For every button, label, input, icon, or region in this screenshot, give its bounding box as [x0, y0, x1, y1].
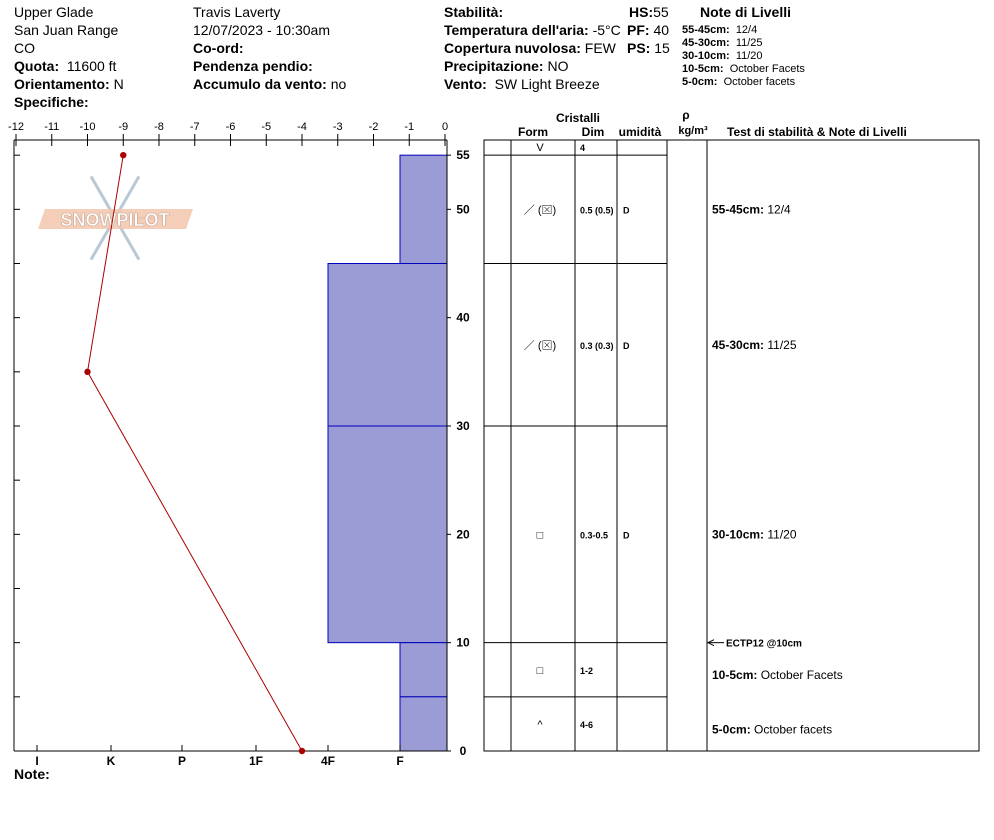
grain-size: 1-2 — [580, 665, 594, 676]
crystals-header: Cristalli — [555, 111, 601, 125]
state: CO — [14, 40, 35, 56]
temp-tick-label: -6 — [225, 121, 236, 133]
wind-loading-label: Accumulo da vento: — [193, 76, 327, 92]
layer-note-text: October Facets — [723, 63, 805, 75]
cloud-value: FEW — [584, 40, 616, 56]
height-tick-label: 10 — [456, 635, 470, 650]
hardness-label: 1F — [248, 754, 264, 768]
temp-tick-label: -12 — [8, 121, 24, 133]
layer-note-text: October facets — [717, 76, 796, 88]
temp-tick-label: -9 — [118, 121, 129, 133]
specifics-label: Specifiche: — [14, 94, 89, 110]
layer-annotation — [712, 527, 797, 541]
grain-size: 0.3-0.5 — [580, 530, 609, 541]
stability-test-result: ECTP12 @10cm — [726, 638, 802, 650]
precip-value: NO — [547, 58, 569, 74]
aspect-label: Orientamento: — [14, 76, 110, 92]
air-temp-value: -5°C — [592, 22, 621, 38]
observer-name: Travis Laverty — [193, 4, 281, 20]
ps-label: PS: — [627, 40, 651, 56]
temp-tick-label: -11 — [44, 121, 60, 133]
layer-annotation-range: 30-10cm: — [712, 527, 768, 542]
temperature-point — [299, 748, 305, 754]
table-frame — [484, 140, 979, 751]
hardness-layer — [328, 426, 447, 643]
stability-notes-header: Test di stabilità & Note di Livelli — [727, 125, 907, 139]
hardness-label: P — [177, 754, 187, 768]
wind-label: Vento: — [444, 76, 487, 92]
wind-loading-value: no — [330, 76, 347, 92]
aspect-value: N — [113, 76, 124, 92]
profile-plot — [8, 121, 470, 768]
elevation-value: 11600 ft — [66, 58, 117, 74]
height-tick-label: 50 — [456, 202, 470, 217]
observation-datetime: 12/07/2023 - 10:30am — [193, 22, 330, 38]
hardness-label: K — [106, 754, 116, 768]
hardness-layer — [400, 643, 447, 697]
temp-tick-label: -5 — [261, 121, 272, 133]
temp-tick-label: -2 — [368, 121, 379, 133]
density-symbol: ρ — [682, 108, 690, 122]
layer-annotation-range: 5-0cm: — [712, 722, 755, 737]
temp-tick-label: -8 — [154, 121, 164, 133]
pf-value: 40 — [653, 22, 670, 38]
layer-note-range: 5-0cm: — [682, 76, 718, 88]
hs-value: 55 — [653, 4, 669, 20]
layer-annotation-range: 10-5cm: — [712, 668, 761, 683]
coords-label: Co-ord: — [193, 40, 244, 56]
size-header: Dim — [581, 125, 605, 139]
ps-value: 15 — [654, 40, 670, 56]
temperature-point — [120, 152, 126, 158]
temperature-line — [88, 155, 303, 751]
grain-moisture: D — [623, 340, 630, 351]
height-tick-label: 0 — [459, 744, 467, 758]
layer-note-range: 55-45cm: — [682, 24, 730, 36]
slope-label: Pendenza pendio: — [193, 58, 313, 74]
grain-form: ^ — [537, 718, 543, 731]
grain-size: 0.5 (0.5) — [580, 205, 614, 216]
layer-note-text: 11/20 — [729, 50, 763, 62]
layer-annotation-range: 55-45cm: — [712, 202, 768, 217]
temp-tick-label: -10 — [79, 121, 96, 133]
layer-annotation — [712, 722, 832, 736]
precip-label: Precipitazione: — [444, 58, 544, 74]
location: Upper Glade — [14, 4, 94, 20]
layer-note-text: 12/4 — [729, 24, 758, 36]
layer-annotation-text: 12/4 — [767, 202, 791, 217]
layer-annotation — [712, 338, 797, 352]
grain-size: 4-6 — [580, 719, 594, 730]
grain-form: □ — [536, 664, 544, 677]
layer-note-text: 11/25 — [729, 37, 763, 49]
layer-annotation-text: October facets — [754, 722, 833, 737]
layer-annotation — [712, 668, 843, 682]
layer-annotation-text: 11/25 — [767, 337, 797, 352]
height-tick-label: 55 — [456, 148, 470, 163]
grain-form: V — [536, 142, 544, 154]
hs-label: HS: — [629, 4, 654, 20]
layer-annotation — [712, 202, 791, 216]
layer-table — [484, 108, 979, 751]
hardness-layer — [400, 697, 447, 751]
layer-note-range: 30-10cm: — [682, 50, 730, 62]
layer-annotation-text: October Facets — [760, 668, 843, 683]
height-tick-label: 20 — [456, 527, 470, 542]
density-unit: kg/m³ — [678, 125, 708, 137]
wind-value: SW Light Breeze — [494, 76, 600, 92]
layer-notes-title: Note di Livelli — [700, 4, 792, 20]
note-label: Note: — [14, 766, 50, 782]
snowpilot-logo — [38, 176, 193, 259]
grain-moisture: D — [623, 530, 630, 541]
grain-moisture: D — [623, 205, 630, 216]
cloud-label: Copertura nuvolosa: — [444, 40, 581, 56]
temp-tick-label: -1 — [404, 121, 415, 133]
grain-form: ／ (⊠) — [523, 204, 557, 217]
hardness-label: I — [35, 754, 39, 768]
grain-form: □ — [536, 529, 544, 542]
temp-tick-label: 0 — [441, 121, 449, 133]
range: San Juan Range — [14, 22, 119, 38]
form-header: Form — [518, 125, 548, 139]
footer-note — [14, 765, 50, 783]
logo-text: SNOWPILOT — [60, 210, 170, 230]
moisture-header: umidità — [618, 125, 662, 139]
pf-label: PF: — [627, 22, 650, 38]
hardness-label: 4F — [320, 754, 336, 768]
layer-note-range: 10-5cm: — [682, 63, 724, 75]
temperature-point — [84, 369, 90, 375]
layer-annotation-range: 45-30cm: — [712, 337, 768, 352]
grain-form: ／ (⊠) — [523, 339, 557, 352]
air-temp-label: Temperatura dell'aria: — [444, 22, 589, 38]
stability-label: Stabilità: — [444, 4, 504, 20]
temp-tick-label: -4 — [297, 121, 307, 133]
temp-tick-label: -7 — [189, 121, 200, 133]
grain-size: 4 — [580, 143, 586, 153]
temp-tick-label: -3 — [332, 121, 343, 133]
height-tick-label: 40 — [456, 310, 470, 325]
hardness-layer — [400, 155, 447, 263]
height-tick-label: 30 — [456, 419, 470, 433]
layer-note-range: 45-30cm: — [682, 37, 730, 49]
hardness-layer — [328, 264, 447, 427]
elevation-label: Quota: — [14, 58, 60, 74]
layer-annotation-text: 11/20 — [767, 527, 797, 542]
hardness-label: F — [396, 754, 404, 768]
grain-size: 0.3 (0.3) — [580, 340, 614, 351]
